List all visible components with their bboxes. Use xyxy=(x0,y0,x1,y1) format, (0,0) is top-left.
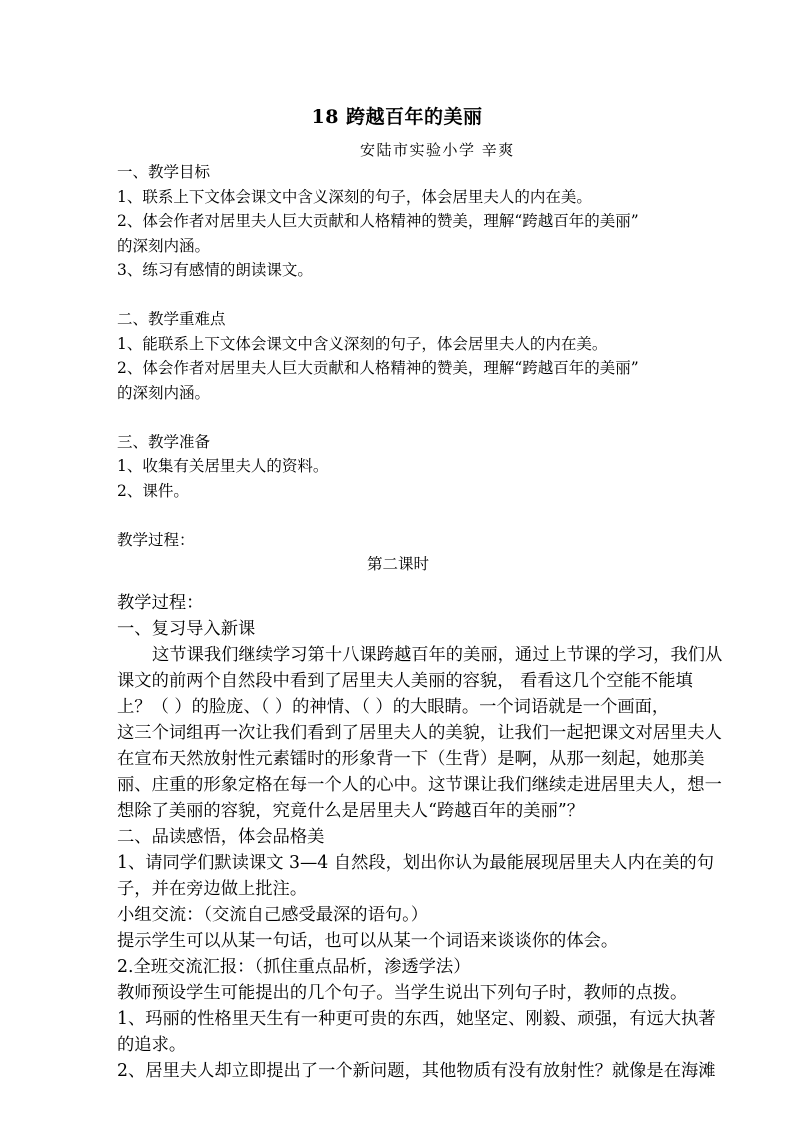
paragraph-line: 丽、庄重的形象定格在每一个人的心中。这节课让我们继续走进居里夫人，想一 xyxy=(117,775,722,795)
page-title: 18 跨越百年的美丽 xyxy=(311,106,483,128)
preparation-item: 2、课件。 xyxy=(117,481,189,500)
objective-item: 3、练习有感情的朗读课文。 xyxy=(117,261,313,279)
paragraph-line: 1、玛丽的性格里天生有一种更可贵的东西，她坚定、刚毅、顽强，有远大执著 xyxy=(117,1009,716,1029)
process-label: 教学过程： xyxy=(117,530,195,549)
part-heading-review: 一、复习导入新课 xyxy=(117,619,256,639)
paragraph-line: 提示学生可以从某一句话，也可以从某一个词语来谈谈你的体会。 xyxy=(117,931,619,951)
section-heading-key-points: 二、教学重难点 xyxy=(117,310,226,328)
paragraph-line: 课文的前两个自然段中看到了居里夫人美丽的容貌， 看看这几个空能不能填 xyxy=(117,671,693,691)
paragraph-line: 小组交流：（交流自己感受最深的语句。） xyxy=(117,905,429,925)
part-heading-reading: 二、品读感悟，体会品格美 xyxy=(117,827,325,847)
process-label: 教学过程： xyxy=(117,593,204,613)
section-heading-preparation: 三、教学准备 xyxy=(117,432,211,451)
objective-item: 2、体会作者对居里夫人巨大贡献和人格精神的赞美，理解“跨越百年的美丽” xyxy=(117,212,639,230)
author-line: 安陆市实验小学 辛爽 xyxy=(360,141,515,159)
key-point-item: 1、能联系上下文体会课文中含义深刻的句子，体会居里夫人的内在美。 xyxy=(117,334,608,353)
paragraph-line: 这三个词组再一次让我们看到了居里夫人的美貌，让我们一起把课文对居里夫人 xyxy=(117,723,722,743)
lesson-label: 第二课时 xyxy=(366,555,429,573)
paragraph-line: 教师预设学生可能提出的几个句子。当学生说出下列句子时，教师的点拨。 xyxy=(117,983,688,1003)
preparation-item: 1、收集有关居里夫人的资料。 xyxy=(117,457,329,475)
objective-item: 的深刻内涵。 xyxy=(117,236,211,255)
paragraph-line: 在宣布天然放射性元素镭时的形象背一下（生背）是啊，从那一刻起，她那美 xyxy=(117,749,705,769)
paragraph-line: 的追求。 xyxy=(117,1035,187,1055)
paragraph-line: 2、居里夫人却立即提出了一个新问题，其他物质有没有放射性？就像是在海滩 xyxy=(117,1061,716,1081)
process-body xyxy=(117,590,723,1084)
paragraph-line: 2.全班交流汇报：（抓住重点品析，渗透学法） xyxy=(117,957,471,977)
paragraph-line: 1、请同学们默读课文 3—4 自然段，划出你认为最能展现居里夫人内在美的句 xyxy=(117,853,714,873)
key-point-item: 的深刻内涵。 xyxy=(117,383,211,402)
paragraph-line: 想除了美丽的容貌，究竟什么是居里夫人“跨越百年的美丽”？ xyxy=(117,801,584,821)
paragraph-line: 子，并在旁边做上批注。 xyxy=(117,879,308,899)
paragraph-line: 这节课我们继续学习第十八课跨越百年的美丽，通过上节课的学习，我们从 xyxy=(152,645,723,665)
section-heading-objectives: 一、教学目标 xyxy=(117,163,211,181)
objective-item: 1、联系上下文体会课文中含义深刻的句子，体会居里夫人的内在美。 xyxy=(117,187,592,206)
key-point-item: 2、体会作者对居里夫人巨大贡献和人格精神的赞美，理解“跨越百年的美丽” xyxy=(117,359,639,377)
paragraph-line: 上？（ ）的脸庞、（ ）的神情、（ ）的大眼睛。一个词语就是一个画面， xyxy=(117,697,670,717)
objectives-body xyxy=(117,160,679,577)
